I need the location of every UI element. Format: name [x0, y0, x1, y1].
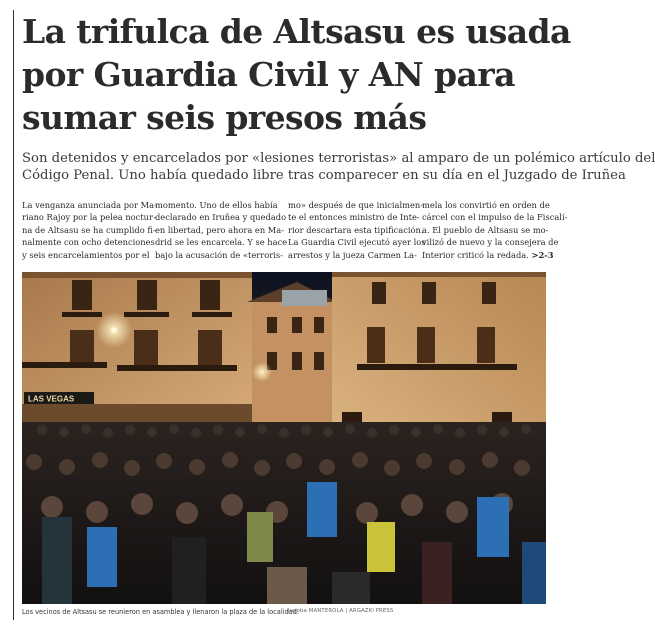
street-lamp [111, 327, 117, 333]
column-line: y seis encarcelamientos por el [22, 249, 150, 260]
article-body [22, 199, 568, 261]
column-line: cárcel con el impulso de la Fiscalí- [422, 212, 568, 223]
column-line: momento. Uno de ellos había [155, 200, 278, 210]
column-line: te el entonces ministro de Inte- [288, 212, 420, 223]
column-line: vilizó de nuevo y la consejera de [422, 237, 559, 248]
subheadline-line-2: Código Penal. Uno había quedado libre tras comparecer en su día en el Juzgado de Iruñea [22, 168, 626, 183]
column-line: declarado en Iruñea y quedado [155, 212, 287, 223]
middle-buildings [247, 282, 337, 430]
column-line: rior descartara esta tipificación. [288, 224, 424, 235]
continue-page-number: 2-3 [538, 249, 554, 260]
headline-line-1: La trifulca de Altsasu es usada [22, 12, 571, 51]
column-line: La venganza anunciada por Ma- [22, 200, 157, 210]
column-line-last [422, 249, 554, 261]
subheadline-line-1: Son detenidos y encarcelados por «lesiones terroristas» al amparo de un polémico artículo del [22, 151, 655, 166]
article-column-4 [422, 199, 568, 261]
headline-line-2: por Guardia Civil y AN para [22, 55, 515, 94]
column-line: bajo la acusación de «terroris- [155, 249, 283, 260]
headline-line-3: sumar seis presos más [22, 98, 427, 137]
column-line: mela los convirtió en orden de [422, 200, 550, 210]
headline [22, 10, 571, 139]
column-line: na de Altsasu se ha cumplido fi- [22, 224, 156, 235]
column-line: en libertad, pero ahora en Ma- [155, 224, 285, 235]
left-column-rule [13, 10, 14, 620]
column-line-text: Interior criticó la redada. [422, 249, 529, 260]
column-line: drid se les encarcela. Y se hace [155, 237, 288, 248]
article-column-3 [288, 199, 426, 261]
news-photo [22, 272, 546, 604]
column-line: nalmente con ocho detenciones [22, 237, 155, 248]
continue-page-link[interactable]: >2-3 [531, 249, 554, 260]
shop-sign-text: LAS VEGAS [28, 394, 75, 404]
crowd [22, 422, 546, 604]
column-line: a. El pueblo de Altsasu se mo- [422, 224, 549, 235]
subheadline [22, 150, 655, 184]
left-building [22, 272, 252, 434]
column-line: riano Rajoy por la pelea noctur- [22, 212, 156, 223]
photo-caption: Los vecinos de Altsasu se reunieron en asamblea y llenaron la plaza de la localidad. [22, 608, 299, 616]
article-column-1 [22, 199, 157, 261]
article-column-2 [155, 199, 288, 261]
right-building [332, 272, 546, 447]
column-line: arrestos y la jueza Carmen La- [288, 249, 417, 260]
photo-credit: Jagoba MANTEROLA | ARGAZKI PRESS [288, 608, 394, 614]
column-line: mo» después de que inicialmen- [288, 200, 424, 210]
column-line: La Guardia Civil ejecutó ayer los [288, 237, 426, 248]
